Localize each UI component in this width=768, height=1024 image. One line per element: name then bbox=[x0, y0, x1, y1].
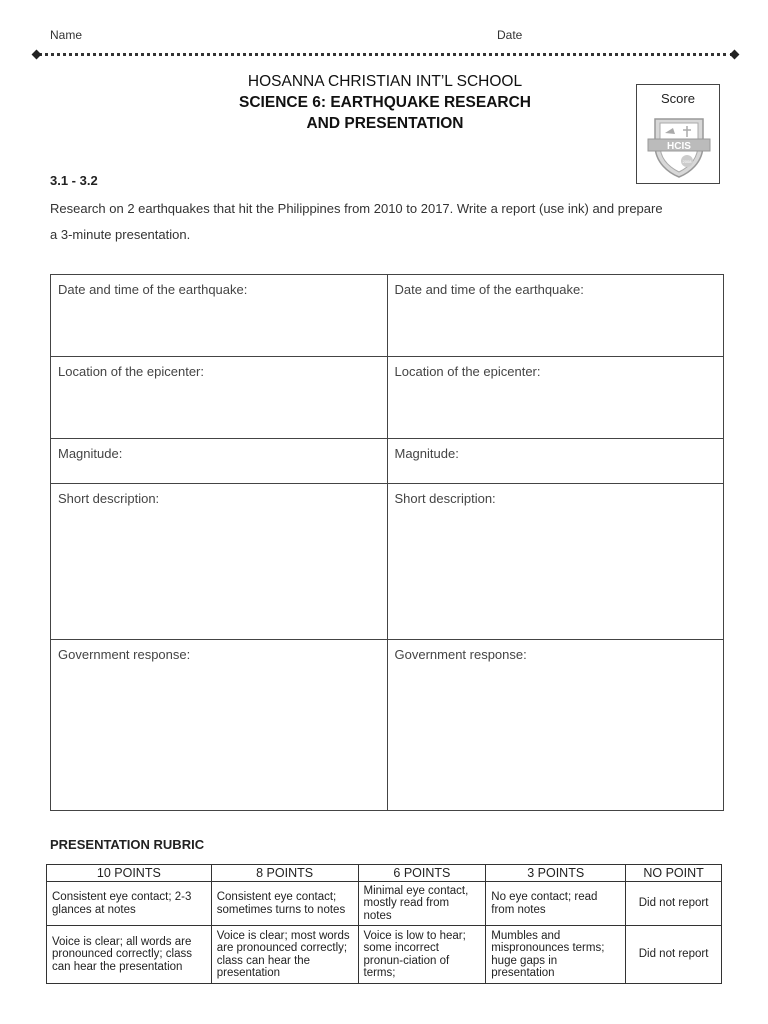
date-time-field[interactable]: Date and time of the earthquake: bbox=[387, 275, 724, 357]
form-row bbox=[51, 640, 724, 811]
date-label: Date bbox=[497, 28, 523, 42]
rubric-cell: Mumbles and mispronounces terms; huge gaps in presentation bbox=[486, 926, 626, 984]
description-field[interactable]: Short description: bbox=[51, 484, 388, 640]
epicenter-field[interactable]: Location of the epicenter: bbox=[51, 357, 388, 439]
score-box bbox=[636, 84, 720, 184]
form-row bbox=[51, 484, 724, 640]
magnitude-field[interactable]: Magnitude: bbox=[387, 439, 724, 484]
form-row bbox=[51, 275, 724, 357]
rubric-header: 10 POINTS bbox=[47, 865, 212, 882]
government-response-field[interactable]: Government response: bbox=[51, 640, 388, 811]
subject-subtitle: AND PRESENTATION bbox=[306, 115, 464, 132]
rubric-cell: Consistent eye contact; 2-3 glances at notes bbox=[47, 882, 212, 926]
rubric-cell: Did not report bbox=[626, 926, 722, 984]
name-label: Name bbox=[50, 28, 83, 42]
form-row bbox=[51, 439, 724, 484]
rubric-header-row bbox=[47, 865, 722, 882]
section-code: 3.1 - 3.2 bbox=[50, 173, 98, 188]
divider-right-diamond bbox=[730, 50, 740, 60]
rubric-cell: Consistent eye contact; sometimes turns to notes bbox=[211, 882, 358, 926]
rubric-header: 3 POINTS bbox=[486, 865, 626, 882]
rubric-header: 6 POINTS bbox=[358, 865, 486, 882]
earthquake-form bbox=[50, 274, 724, 811]
table-row bbox=[47, 882, 722, 926]
header-divider bbox=[38, 53, 734, 56]
crest-text: HCIS bbox=[667, 141, 691, 152]
document-title bbox=[180, 71, 590, 134]
divider-left-diamond bbox=[32, 50, 42, 60]
date-time-field[interactable]: Date and time of the earthquake: bbox=[51, 275, 388, 357]
epicenter-field[interactable]: Location of the epicenter: bbox=[387, 357, 724, 439]
subject-title: SCIENCE 6: EARTHQUAKE RESEARCH bbox=[239, 94, 531, 111]
rubric-cell: Voice is low to hear; some incorrect pronun-ciation of terms; bbox=[358, 926, 486, 984]
rubric-cell: Voice is clear; most words are pronounced correctly; class can hear the presentation bbox=[211, 926, 358, 984]
rubric-cell: Minimal eye contact, mostly read from notes bbox=[358, 882, 486, 926]
description-field[interactable]: Short description: bbox=[387, 484, 724, 640]
rubric-cell: Voice is clear; all words are pronounced correctly; class can hear the presentation bbox=[47, 926, 212, 984]
magnitude-field[interactable]: Magnitude: bbox=[51, 439, 388, 484]
crest-year: 2008 bbox=[682, 159, 692, 164]
rubric-title: PRESENTATION RUBRIC bbox=[50, 837, 205, 852]
rubric-header: 8 POINTS bbox=[211, 865, 358, 882]
rubric-cell: No eye contact; read from notes bbox=[486, 882, 626, 926]
form-row bbox=[51, 357, 724, 439]
table-row bbox=[47, 926, 722, 984]
rubric-cell: Did not report bbox=[626, 882, 722, 926]
instructions: Research on 2 earthquakes that hit the Philippines from 2010 to 2017. Write a report (use ink) and prepare a 3-minute presentation. bbox=[50, 201, 663, 242]
school-crest-icon bbox=[645, 111, 713, 179]
school-name: HOSANNA CHRISTIAN INT’L SCHOOL bbox=[247, 73, 523, 90]
rubric-header: NO POINT bbox=[626, 865, 722, 882]
presentation-rubric bbox=[46, 864, 722, 984]
government-response-field[interactable]: Government response: bbox=[387, 640, 724, 811]
score-label: Score bbox=[661, 91, 695, 106]
